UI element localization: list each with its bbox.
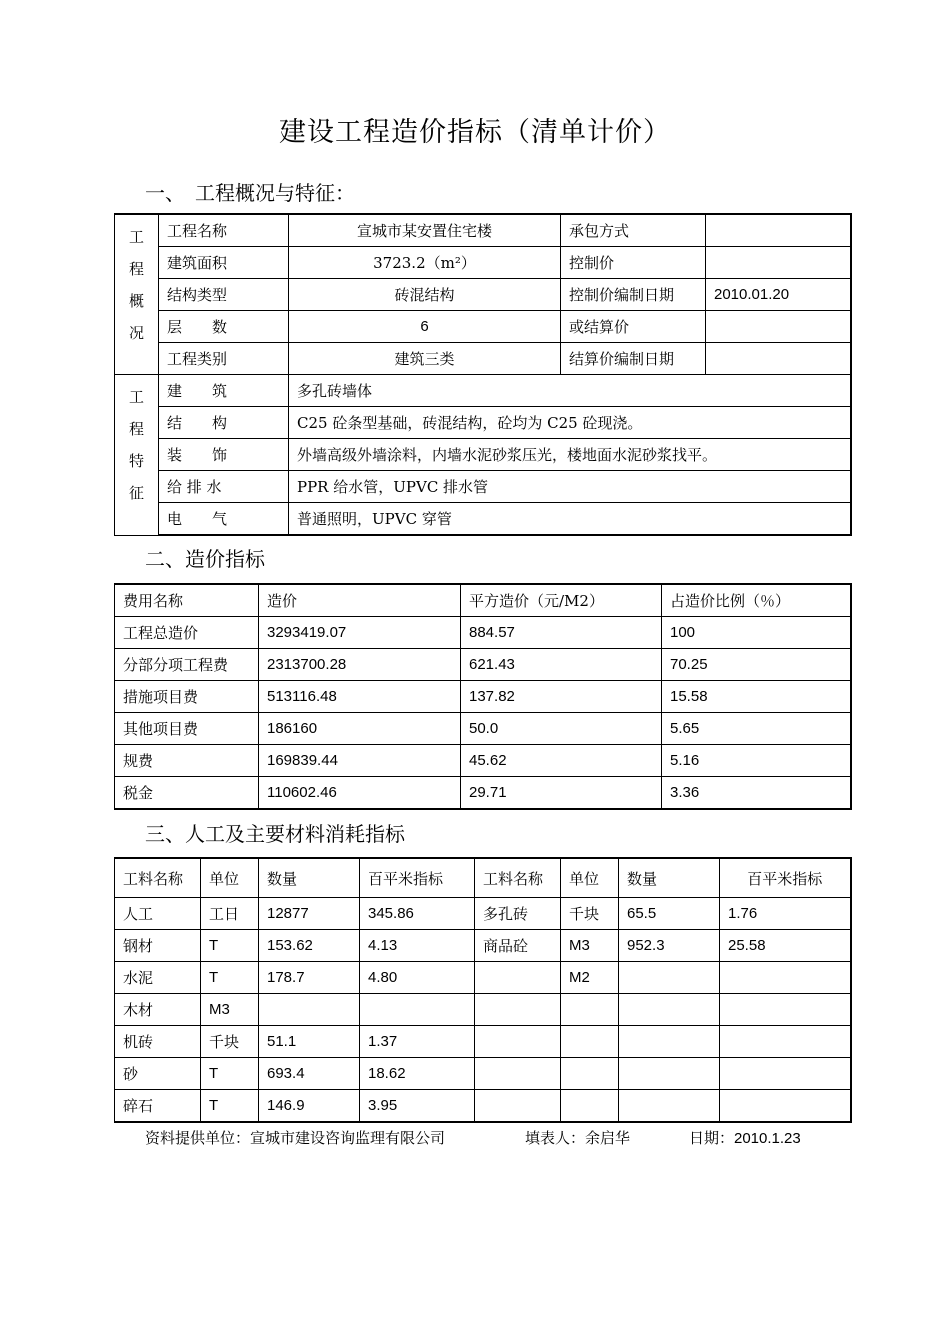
table-row	[115, 930, 851, 962]
table-row	[115, 649, 851, 681]
table-cell: 5.16	[662, 745, 851, 777]
group-char: 概	[128, 292, 144, 310]
table-cell	[619, 1058, 720, 1090]
table-cell: 65.5	[619, 898, 720, 930]
table-cell: 1.37	[360, 1026, 475, 1058]
table-row	[115, 1058, 851, 1090]
overview-table	[114, 213, 852, 536]
table-cell: 513116.48	[259, 681, 461, 713]
table-cell: 3293419.07	[259, 617, 461, 649]
table-row	[115, 713, 851, 745]
table-cell	[561, 994, 619, 1026]
table-cell: T	[201, 1090, 259, 1123]
table-cell: 25.58	[720, 930, 851, 962]
column-header: 平方造价（元/M2）	[461, 584, 662, 617]
table-cell: 884.57	[461, 617, 662, 649]
column-header: 数量	[259, 858, 360, 898]
column-header: 工料名称	[475, 858, 561, 898]
footer-provider: 资料提供单位：宣城市建设咨询监理有限公司	[145, 1129, 446, 1147]
table-cell	[561, 1026, 619, 1058]
table-cell: 3.95	[360, 1090, 475, 1123]
table-cell: 186160	[259, 713, 461, 745]
group-char: 况	[128, 324, 144, 342]
table-cell: 50.0	[461, 713, 662, 745]
table-cell: 12877	[259, 898, 360, 930]
field-value	[706, 311, 851, 343]
table-cell: T	[201, 962, 259, 994]
table-cell: 钢材	[115, 930, 201, 962]
table-cell: 693.4	[259, 1058, 360, 1090]
table-row	[115, 1026, 851, 1058]
field-label: 工程类别	[159, 343, 289, 375]
table-cell: 110602.46	[259, 777, 461, 810]
field-value	[706, 343, 851, 375]
table-row	[115, 1090, 851, 1123]
table-row	[115, 681, 851, 713]
column-header: 费用名称	[115, 584, 259, 617]
feature-value: C25 砼条型基础，砖混结构，砼均为 C25 砼现浇。	[289, 407, 851, 439]
table-cell: 2313700.28	[259, 649, 461, 681]
table-row	[115, 962, 851, 994]
table-row	[115, 375, 851, 407]
table-cell: 952.3	[619, 930, 720, 962]
column-header: 单位	[201, 858, 259, 898]
table-cell: 100	[662, 617, 851, 649]
table-cell	[259, 994, 360, 1026]
field-value	[706, 214, 851, 247]
table-cell: 1.76	[720, 898, 851, 930]
field-label: 控制价	[561, 247, 706, 279]
table-row	[115, 407, 851, 439]
group-char: 程	[128, 260, 144, 278]
table-cell	[619, 1026, 720, 1058]
field-value	[706, 247, 851, 279]
field-label: 结算价编制日期	[561, 343, 706, 375]
group-char: 征	[128, 484, 144, 502]
table-cell	[475, 962, 561, 994]
group-char: 工	[128, 228, 144, 246]
table-cell: 商品砼	[475, 930, 561, 962]
table-cell: 621.43	[461, 649, 662, 681]
table-cell: 153.62	[259, 930, 360, 962]
table-cell	[720, 1058, 851, 1090]
field-label: 建筑面积	[159, 247, 289, 279]
table-cell: 机砖	[115, 1026, 201, 1058]
table-cell: 多孔砖	[475, 898, 561, 930]
table-cell: 178.7	[259, 962, 360, 994]
table-cell	[475, 994, 561, 1026]
column-header: 百平米指标	[720, 858, 851, 898]
table-cell: 税金	[115, 777, 259, 810]
materials-table	[114, 857, 852, 1123]
table-cell: 3.36	[662, 777, 851, 810]
column-header: 工料名称	[115, 858, 201, 898]
feature-label: 给 排 水	[159, 471, 289, 503]
table-cell	[619, 994, 720, 1026]
table-cell	[475, 1026, 561, 1058]
group-char: 特	[128, 452, 144, 470]
table-row	[115, 745, 851, 777]
table-row	[115, 214, 851, 247]
table-cell: M3	[201, 994, 259, 1026]
features-group-label	[115, 375, 159, 536]
table-cell: 其他项目费	[115, 713, 259, 745]
table-cell: T	[201, 1058, 259, 1090]
column-header: 单位	[561, 858, 619, 898]
column-header: 造价	[259, 584, 461, 617]
feature-label: 建 筑	[159, 375, 289, 407]
table-cell: 345.86	[360, 898, 475, 930]
table-cell: 18.62	[360, 1058, 475, 1090]
section-heading-materials: 三、人工及主要材料消耗指标	[145, 822, 405, 846]
table-cell: 169839.44	[259, 745, 461, 777]
cost-index-table	[114, 583, 852, 810]
table-row	[115, 503, 851, 536]
footer-date: 日期：2010.1.23	[689, 1130, 801, 1147]
table-cell: 分部分项工程费	[115, 649, 259, 681]
field-value: 6	[289, 311, 561, 343]
group-char: 程	[128, 420, 144, 438]
table-cell: 水泥	[115, 962, 201, 994]
field-value: 砖混结构	[289, 279, 561, 311]
field-value: 建筑三类	[289, 343, 561, 375]
table-header-row	[115, 584, 851, 617]
table-row	[115, 777, 851, 810]
table-cell: 木材	[115, 994, 201, 1026]
footer-filler: 填表人：余启华	[525, 1129, 631, 1147]
table-cell: 4.13	[360, 930, 475, 962]
column-header: 数量	[619, 858, 720, 898]
table-cell: 4.80	[360, 962, 475, 994]
table-cell: 人工	[115, 898, 201, 930]
field-label: 结构类型	[159, 279, 289, 311]
feature-label: 电 气	[159, 503, 289, 536]
column-header: 占造价比例（％）	[662, 584, 851, 617]
table-row	[115, 994, 851, 1026]
field-label: 工程名称	[159, 214, 289, 247]
table-cell	[619, 1090, 720, 1123]
table-cell: 70.25	[662, 649, 851, 681]
table-cell: 15.58	[662, 681, 851, 713]
table-cell: 砂	[115, 1058, 201, 1090]
table-cell	[619, 962, 720, 994]
table-cell: 45.62	[461, 745, 662, 777]
overview-group-label	[115, 214, 159, 375]
table-cell: 工程总造价	[115, 617, 259, 649]
table-row	[115, 439, 851, 471]
page-title: 建设工程造价指标（清单计价）	[279, 117, 671, 148]
table-cell: 51.1	[259, 1026, 360, 1058]
table-cell: M3	[561, 930, 619, 962]
table-cell: 146.9	[259, 1090, 360, 1123]
table-cell: 千块	[561, 898, 619, 930]
table-cell: 5.65	[662, 713, 851, 745]
table-cell: 千块	[201, 1026, 259, 1058]
table-cell: M2	[561, 962, 619, 994]
table-cell	[720, 994, 851, 1026]
table-cell	[475, 1058, 561, 1090]
footer	[145, 1127, 801, 1148]
table-cell	[360, 994, 475, 1026]
table-row	[115, 279, 851, 311]
table-row	[115, 471, 851, 503]
feature-label: 装 饰	[159, 439, 289, 471]
table-cell: 规费	[115, 745, 259, 777]
table-cell	[720, 1026, 851, 1058]
field-label: 控制价编制日期	[561, 279, 706, 311]
field-label: 承包方式	[561, 214, 706, 247]
section-heading-overview: 一、 工程概况与特征：	[145, 181, 355, 205]
table-cell: 碎石	[115, 1090, 201, 1123]
field-label: 层 数	[159, 311, 289, 343]
table-cell: 措施项目费	[115, 681, 259, 713]
table-cell	[561, 1058, 619, 1090]
feature-value: 多孔砖墙体	[289, 375, 851, 407]
table-row	[115, 343, 851, 375]
table-cell: 工日	[201, 898, 259, 930]
table-row	[115, 247, 851, 279]
table-cell	[475, 1090, 561, 1123]
table-row	[115, 311, 851, 343]
field-label: 或结算价	[561, 311, 706, 343]
column-header: 百平米指标	[360, 858, 475, 898]
table-cell	[561, 1090, 619, 1123]
table-cell	[720, 962, 851, 994]
feature-value: PPR 给水管，UPVC 排水管	[289, 471, 851, 503]
table-cell	[720, 1090, 851, 1123]
feature-value: 外墙高级外墙涂料，内墙水泥砂浆压光，楼地面水泥砂浆找平。	[289, 439, 851, 471]
group-char: 工	[128, 388, 144, 406]
table-cell: T	[201, 930, 259, 962]
table-cell: 137.82	[461, 681, 662, 713]
table-row	[115, 617, 851, 649]
field-value: 3723.2（m²）	[289, 247, 561, 279]
feature-value: 普通照明，UPVC 穿管	[289, 503, 851, 536]
table-cell: 29.71	[461, 777, 662, 810]
table-header-row	[115, 858, 851, 898]
table-row	[115, 898, 851, 930]
field-value: 宣城市某安置住宅楼	[289, 214, 561, 247]
section-heading-cost: 二、造价指标	[145, 547, 265, 571]
field-value: 2010.01.20	[706, 279, 851, 311]
feature-label: 结 构	[159, 407, 289, 439]
